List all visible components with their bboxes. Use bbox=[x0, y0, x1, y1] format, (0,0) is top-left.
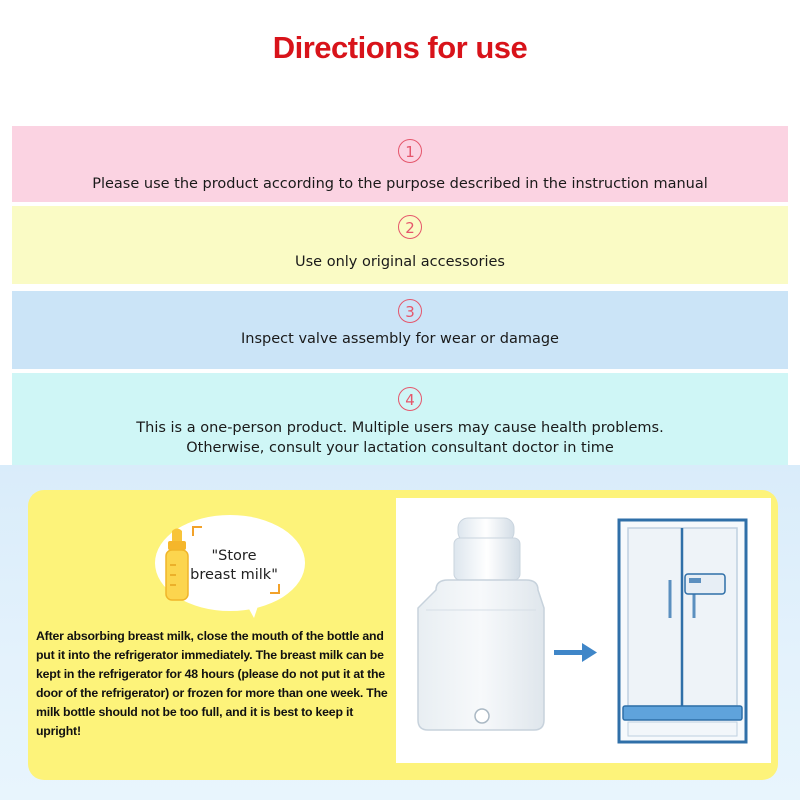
step-4-text-line2: Otherwise, consult your lactation consultant doctor in time bbox=[186, 440, 614, 456]
step-1-band bbox=[12, 126, 788, 202]
step-4-number: 4 bbox=[398, 387, 422, 411]
arrow-right-icon bbox=[554, 643, 597, 662]
step-3-text: Inspect valve assembly for wear or damage bbox=[241, 331, 559, 347]
bubble-corner-mark bbox=[270, 584, 280, 594]
bubble-text-line1: "Store bbox=[211, 548, 257, 564]
bubble-corner-mark bbox=[192, 526, 202, 536]
step-3-number: 3 bbox=[398, 299, 422, 323]
step-2-band bbox=[12, 206, 788, 284]
speech-bubble-tail bbox=[244, 600, 260, 618]
step-1-number: 1 bbox=[398, 139, 422, 163]
milk-storage-bottle-image bbox=[418, 518, 544, 730]
page-title: Directions for use bbox=[272, 30, 528, 65]
storage-description: After absorbing breast milk, close the mouth of the bottle and put it into the refrigerator immediately. The breast milk can be kept in the refrigerator for 48 hours (please do not put it at the door of the refrigerator) or frozen for more than one week. The milk bottle should not be too full, and it is best to keep it upright! bbox=[36, 629, 388, 738]
storage-illustration-svg bbox=[396, 498, 771, 763]
step-4-text-line1: This is a one-person product. Multiple users may cause health problems. bbox=[136, 420, 664, 436]
step-2-number: 2 bbox=[398, 215, 422, 239]
bubble-text-line2: breast milk" bbox=[190, 567, 278, 583]
bubble-text bbox=[186, 547, 282, 585]
step-1-text: Please use the product according to the purpose described in the instruction manual bbox=[92, 176, 708, 192]
step-2-text: Use only original accessories bbox=[295, 254, 505, 270]
storage-illustration bbox=[396, 498, 771, 763]
refrigerator-image bbox=[619, 520, 746, 742]
step-3-band bbox=[12, 291, 788, 369]
step-4-band bbox=[12, 373, 788, 465]
